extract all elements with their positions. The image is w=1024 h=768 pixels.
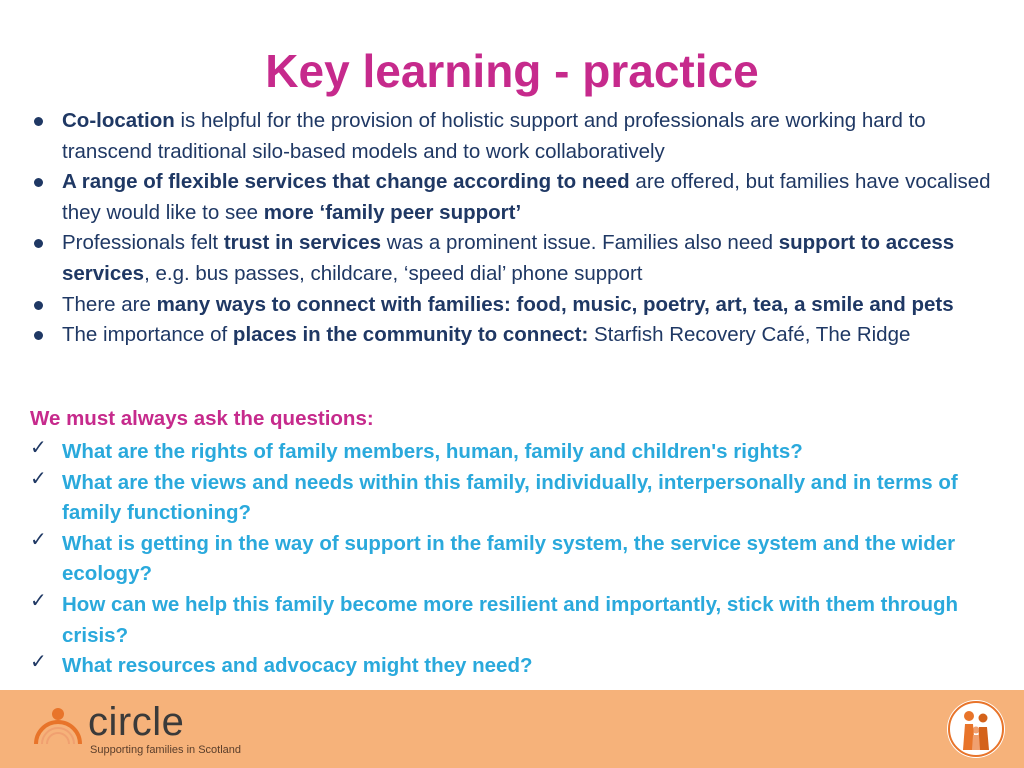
bold-run: many ways to connect with families: food, music, poetry, art, tea, a smile and pets bbox=[156, 292, 954, 316]
checkmark-icon: ✓ bbox=[30, 467, 47, 490]
text-run: are offered, but families have vocalised they would like to see bbox=[62, 170, 991, 224]
bullet-text bbox=[62, 293, 954, 316]
bullet-text bbox=[62, 170, 991, 224]
question-text: What are the rights of family members, human, family and children's rights? bbox=[62, 440, 803, 463]
question-item bbox=[30, 529, 1010, 590]
text-run: There are bbox=[62, 292, 157, 316]
bold-run: more ‘family peer support’ bbox=[263, 200, 522, 224]
question-text: What is getting in the way of support in the family system, the service system and the wider ecology? bbox=[62, 531, 956, 586]
bold-run: places in the community to connect: bbox=[232, 323, 589, 347]
bullet-dot-icon bbox=[34, 117, 43, 126]
circle-logo bbox=[30, 702, 290, 762]
bullet-dot-icon bbox=[34, 178, 43, 187]
question-item bbox=[30, 437, 1010, 468]
bullet-item bbox=[30, 320, 1010, 351]
bullet-text bbox=[62, 323, 910, 346]
question-item bbox=[30, 590, 1010, 651]
question-text: What are the views and needs within this family, individually, interpersonally and in terms of family functioning? bbox=[62, 470, 958, 525]
bullet-text bbox=[62, 231, 954, 285]
questions-heading: We must always ask the questions: bbox=[30, 407, 374, 430]
text-run: Starfish Recovery Café, The Ridge bbox=[588, 323, 911, 347]
family-badge bbox=[947, 700, 1005, 758]
questions-list bbox=[30, 437, 1010, 682]
question-item bbox=[30, 651, 1010, 682]
logo-wordmark: circle bbox=[88, 700, 185, 744]
key-learning-list bbox=[30, 106, 1010, 351]
question-text: How can we help this family become more resilient and importantly, stick with them through crisis? bbox=[62, 592, 959, 647]
logo-tagline: Supporting families in Scotland bbox=[90, 744, 242, 756]
checkmark-icon: ✓ bbox=[30, 437, 47, 459]
checkmark-icon: ✓ bbox=[30, 589, 47, 612]
text-run: , e.g. bus passes, childcare, ‘speed dial’ phone support bbox=[144, 261, 643, 285]
checkmark-icon: ✓ bbox=[30, 528, 47, 551]
bullet-item bbox=[30, 290, 1010, 321]
question-item bbox=[30, 468, 1010, 529]
circle-figure-icon bbox=[30, 704, 86, 748]
checkmark-icon: ✓ bbox=[30, 651, 47, 674]
bold-run: Co-location bbox=[62, 109, 175, 132]
text-run: was a prominent issue. Families also need bbox=[381, 231, 779, 255]
family-figures-icon bbox=[947, 700, 1005, 758]
question-text: What resources and advocacy might they need? bbox=[62, 654, 533, 678]
bullet-dot-icon bbox=[34, 239, 43, 248]
text-run: Professionals felt bbox=[62, 231, 224, 255]
bold-run: trust in services bbox=[223, 231, 382, 255]
text-run: The importance of bbox=[62, 323, 233, 347]
bold-run: A range of flexible services that change according to need bbox=[62, 170, 630, 194]
bullet-item bbox=[30, 167, 1010, 228]
bullet-item bbox=[30, 106, 1010, 167]
bullet-item bbox=[30, 228, 1010, 289]
bullet-dot-icon bbox=[34, 331, 43, 340]
bullet-text bbox=[62, 109, 926, 163]
slide-title: Key learning - practice bbox=[265, 45, 759, 97]
bold-run: support to access services bbox=[62, 231, 955, 285]
bullet-dot-icon bbox=[34, 301, 43, 310]
text-run: is helpful for the provision of holistic support and professionals are working hard to transcend traditional silo-based models and to work collaboratively bbox=[62, 109, 926, 163]
